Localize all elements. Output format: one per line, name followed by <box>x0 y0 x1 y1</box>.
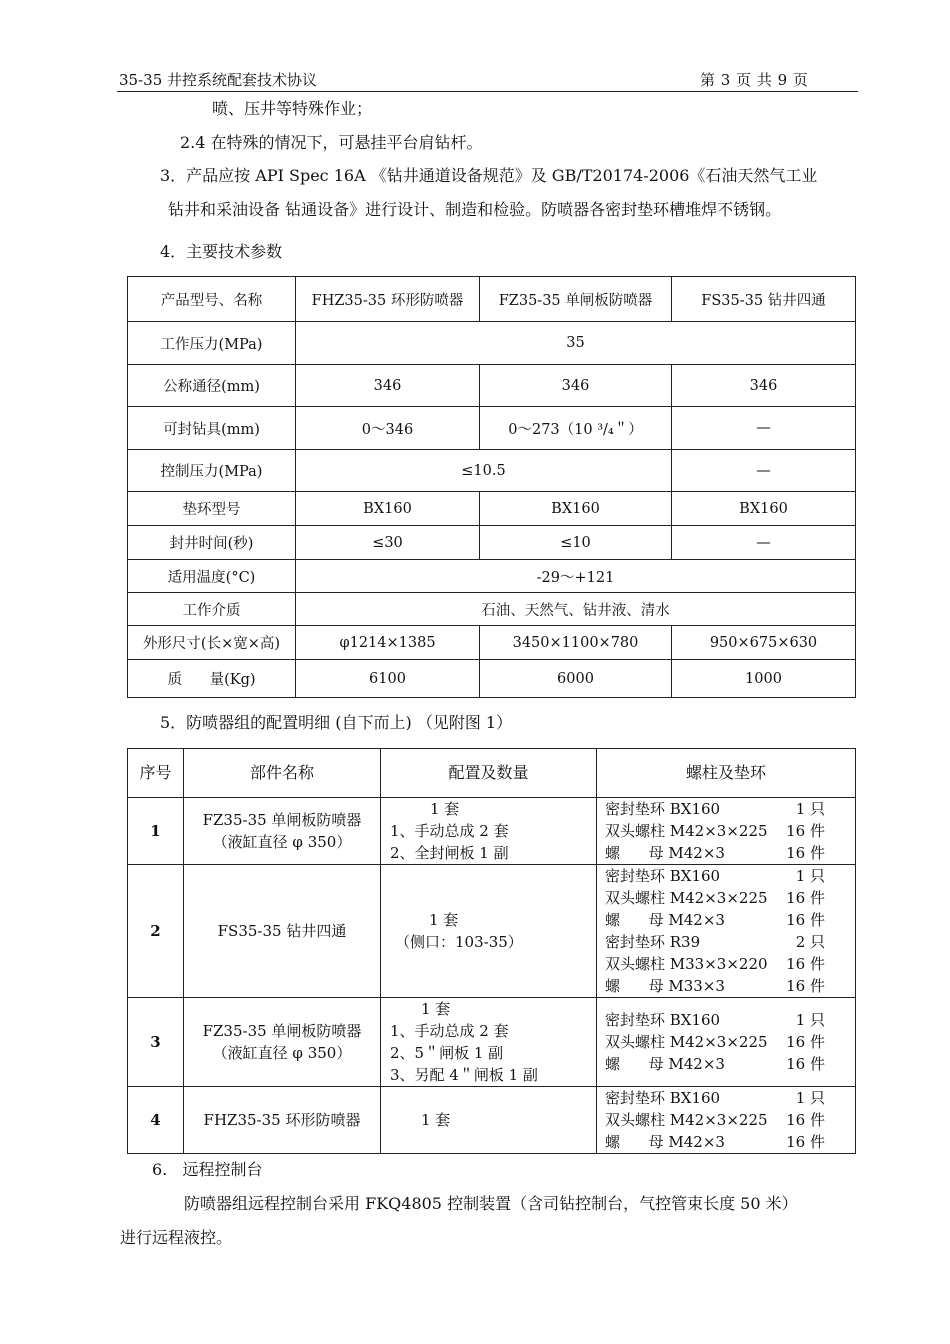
spec-value: — <box>672 526 856 560</box>
config-line: 1 套 <box>421 1111 451 1129</box>
bolt-qty: 16 件 <box>786 955 825 973</box>
bolt-cell <box>597 1087 856 1154</box>
spec-label: 外形尺寸(长×宽×高) <box>128 626 296 660</box>
config-header-cell: 螺柱及垫环 <box>597 749 856 798</box>
bolt-cell <box>597 865 856 998</box>
bolt-item: 密封垫环 BX160 <box>605 1089 721 1107</box>
config-header-cell: 序号 <box>128 749 184 798</box>
bolt-cell <box>597 998 856 1087</box>
config-line: 1、手动总成 2 套 <box>390 822 509 840</box>
spec-label: 工作压力(MPa) <box>128 322 296 365</box>
bolt-line <box>605 1031 825 1053</box>
bolt-item: 螺 母 M42×3 <box>605 911 725 929</box>
bolt-item: 密封垫环 BX160 <box>605 867 721 885</box>
section-6-heading: 6. 远程控制台 <box>152 1160 263 1179</box>
bolt-qty: 16 件 <box>786 1111 825 1129</box>
spec-value: BX160 <box>296 492 480 526</box>
spec-value: 950×675×630 <box>672 626 856 660</box>
bolt-line <box>605 887 825 909</box>
paragraph-6-line2: 进行远程液控。 <box>120 1228 233 1247</box>
config-line: 1 套 <box>429 911 459 929</box>
bolt-cell <box>597 798 856 865</box>
spec-value: 6000 <box>480 660 672 698</box>
config-header-cell: 配置及数量 <box>381 749 597 798</box>
document-title: 35-35 井控系统配套技术协议 <box>119 71 318 89</box>
bolt-qty: 16 件 <box>786 911 825 929</box>
bolt-item: 螺 母 M42×3 <box>605 844 725 862</box>
bolt-line <box>605 909 825 931</box>
bolt-qty: 16 件 <box>786 1033 825 1051</box>
spec-row <box>128 322 856 365</box>
bolt-qty: 16 件 <box>786 889 825 907</box>
bolt-item: 密封垫环 R39 <box>605 933 701 951</box>
config-line: 2、全封闸板 1 副 <box>390 844 509 862</box>
bolt-item: 螺 母 M42×3 <box>605 1055 725 1073</box>
part-note: （液缸直径 φ 350） <box>212 1044 352 1062</box>
paragraph-continuation: 喷、压井等特殊作业； <box>212 99 373 118</box>
spec-label: 工作介质 <box>128 593 296 626</box>
spec-value: 0～346 <box>296 407 480 450</box>
spec-header-cell: FHZ35-35 环形防喷器 <box>296 277 480 322</box>
spec-value: 35 <box>296 322 856 365</box>
row-number: 2 <box>128 865 184 998</box>
config-cell <box>381 865 597 998</box>
paragraph-6-line1: 防喷器组远程控制台采用 FKQ4805 控制装置（含司钻控制台，气控管束长度 50 米） <box>184 1194 798 1213</box>
spec-value: — <box>672 407 856 450</box>
part-name: FZ35-35 单闸板防喷器 <box>202 1022 362 1040</box>
bolt-qty: 16 件 <box>786 822 825 840</box>
part-name: FHZ35-35 环形防喷器 <box>203 1111 361 1129</box>
spec-label: 垫环型号 <box>128 492 296 526</box>
spec-value: 3450×1100×780 <box>480 626 672 660</box>
spec-value: 346 <box>480 365 672 407</box>
config-cell <box>381 1087 597 1154</box>
bolt-qty: 16 件 <box>786 1055 825 1073</box>
config-line: 1 套 <box>430 800 460 818</box>
spec-label: 可封钻具(mm) <box>128 407 296 450</box>
bolt-qty: 1 只 <box>795 1011 825 1029</box>
spec-label: 质 量(Kg) <box>128 660 296 698</box>
bolt-line <box>605 975 825 997</box>
part-note: （液缸直径 φ 350） <box>212 833 352 851</box>
bolt-line <box>605 820 825 842</box>
spec-value: 石油、天然气、钻井液、清水 <box>296 593 856 626</box>
part-name-cell <box>184 1087 381 1154</box>
config-line: （侧口：103-35） <box>395 933 523 951</box>
spec-row <box>128 626 856 660</box>
spec-row <box>128 450 856 492</box>
bolt-item: 双头螺柱 M42×3×225 <box>605 822 768 840</box>
config-line: 1 套 <box>421 1000 451 1018</box>
bolt-line <box>605 842 825 864</box>
bolt-line <box>605 1109 825 1131</box>
config-row <box>128 798 856 865</box>
bolt-qty: 16 件 <box>786 844 825 862</box>
spec-row <box>128 660 856 698</box>
spec-value: ≤10.5 <box>296 450 672 492</box>
bolt-line <box>605 1009 825 1031</box>
spec-value: — <box>672 450 856 492</box>
part-name: FZ35-35 单闸板防喷器 <box>202 811 362 829</box>
spec-header-cell: FZ35-35 单闸板防喷器 <box>480 277 672 322</box>
paragraph-3-line1: 3．产品应按 API Spec 16A 《钻井通道设备规范》及 GB/T20174-2006《石油天然气工业 <box>160 166 818 185</box>
spec-label: 公称通径(mm) <box>128 365 296 407</box>
config-line: 1、手动总成 2 套 <box>390 1022 509 1040</box>
spec-header-cell: FS35-35 钻井四通 <box>672 277 856 322</box>
spec-row <box>128 560 856 593</box>
header-divider <box>117 91 858 92</box>
spec-row <box>128 492 856 526</box>
bolt-item: 双头螺柱 M42×3×225 <box>605 1111 768 1129</box>
part-name: FS35-35 钻井四通 <box>217 922 347 940</box>
bolt-qty: 2 只 <box>795 933 825 951</box>
spec-header-cell: 产品型号、名称 <box>128 277 296 322</box>
spec-value: BX160 <box>672 492 856 526</box>
config-row <box>128 1087 856 1154</box>
config-header-row <box>128 749 856 798</box>
spec-value: -29～+121 <box>296 560 856 593</box>
part-name-cell <box>184 798 381 865</box>
bolt-qty: 16 件 <box>786 1133 825 1151</box>
spec-header-row <box>128 277 856 322</box>
spec-label: 适用温度(°C) <box>128 560 296 593</box>
bolt-item: 双头螺柱 M42×3×225 <box>605 1033 768 1051</box>
section-5-heading: 5．防喷器组的配置明细 (自下而上) （见附图 1） <box>160 713 513 732</box>
bolt-line <box>605 931 825 953</box>
paragraph-3-line2: 钻井和采油设备 钻通设备》进行设计、制造和检验。防喷器各密封垫环槽堆焊不锈钢。 <box>168 200 782 219</box>
bolt-item: 螺 母 M33×3 <box>605 977 725 995</box>
spec-value: 6100 <box>296 660 480 698</box>
bolt-line <box>605 1053 825 1075</box>
config-row <box>128 998 856 1087</box>
bolt-qty: 1 只 <box>795 867 825 885</box>
page-number: 第 3 页 共 9 页 <box>700 71 809 89</box>
spec-label: 控制压力(MPa) <box>128 450 296 492</box>
config-row <box>128 865 856 998</box>
config-cell <box>381 998 597 1087</box>
row-number: 3 <box>128 998 184 1087</box>
spec-table <box>127 276 856 698</box>
spec-value: 1000 <box>672 660 856 698</box>
part-name-cell <box>184 865 381 998</box>
bolt-qty: 1 只 <box>795 1089 825 1107</box>
spec-row <box>128 593 856 626</box>
section-4-heading: 4．主要技术参数 <box>160 242 283 261</box>
spec-row <box>128 526 856 560</box>
config-cell <box>381 798 597 865</box>
bolt-item: 双头螺柱 M42×3×225 <box>605 889 768 907</box>
spec-value: φ1214×1385 <box>296 626 480 660</box>
bolt-line <box>605 953 825 975</box>
config-line: 3、另配 4＂闸板 1 副 <box>390 1066 538 1084</box>
config-header-cell: 部件名称 <box>184 749 381 798</box>
spec-value: ≤10 <box>480 526 672 560</box>
bolt-item: 密封垫环 BX160 <box>605 800 721 818</box>
spec-value: ≤30 <box>296 526 480 560</box>
bolt-line <box>605 798 825 820</box>
spec-row <box>128 365 856 407</box>
bolt-line <box>605 1087 825 1109</box>
spec-value: 346 <box>296 365 480 407</box>
spec-value: 346 <box>672 365 856 407</box>
row-number: 1 <box>128 798 184 865</box>
spec-row <box>128 407 856 450</box>
bolt-qty: 1 只 <box>795 800 825 818</box>
spec-value: BX160 <box>480 492 672 526</box>
bolt-line <box>605 1131 825 1153</box>
spec-value: 0～273（10 ³/₄＂） <box>480 407 672 450</box>
bolt-line <box>605 865 825 887</box>
bolt-item: 双头螺柱 M33×3×220 <box>605 955 768 973</box>
row-number: 4 <box>128 1087 184 1154</box>
paragraph-2-4: 2.4 在特殊的情况下，可悬挂平台肩钻杆。 <box>180 133 483 152</box>
part-name-cell <box>184 998 381 1087</box>
config-line: 2、5＂闸板 1 副 <box>390 1044 504 1062</box>
bolt-item: 密封垫环 BX160 <box>605 1011 721 1029</box>
bolt-qty: 16 件 <box>786 977 825 995</box>
config-table <box>127 748 856 1154</box>
bolt-item: 螺 母 M42×3 <box>605 1133 725 1151</box>
spec-label: 封井时间(秒) <box>128 526 296 560</box>
